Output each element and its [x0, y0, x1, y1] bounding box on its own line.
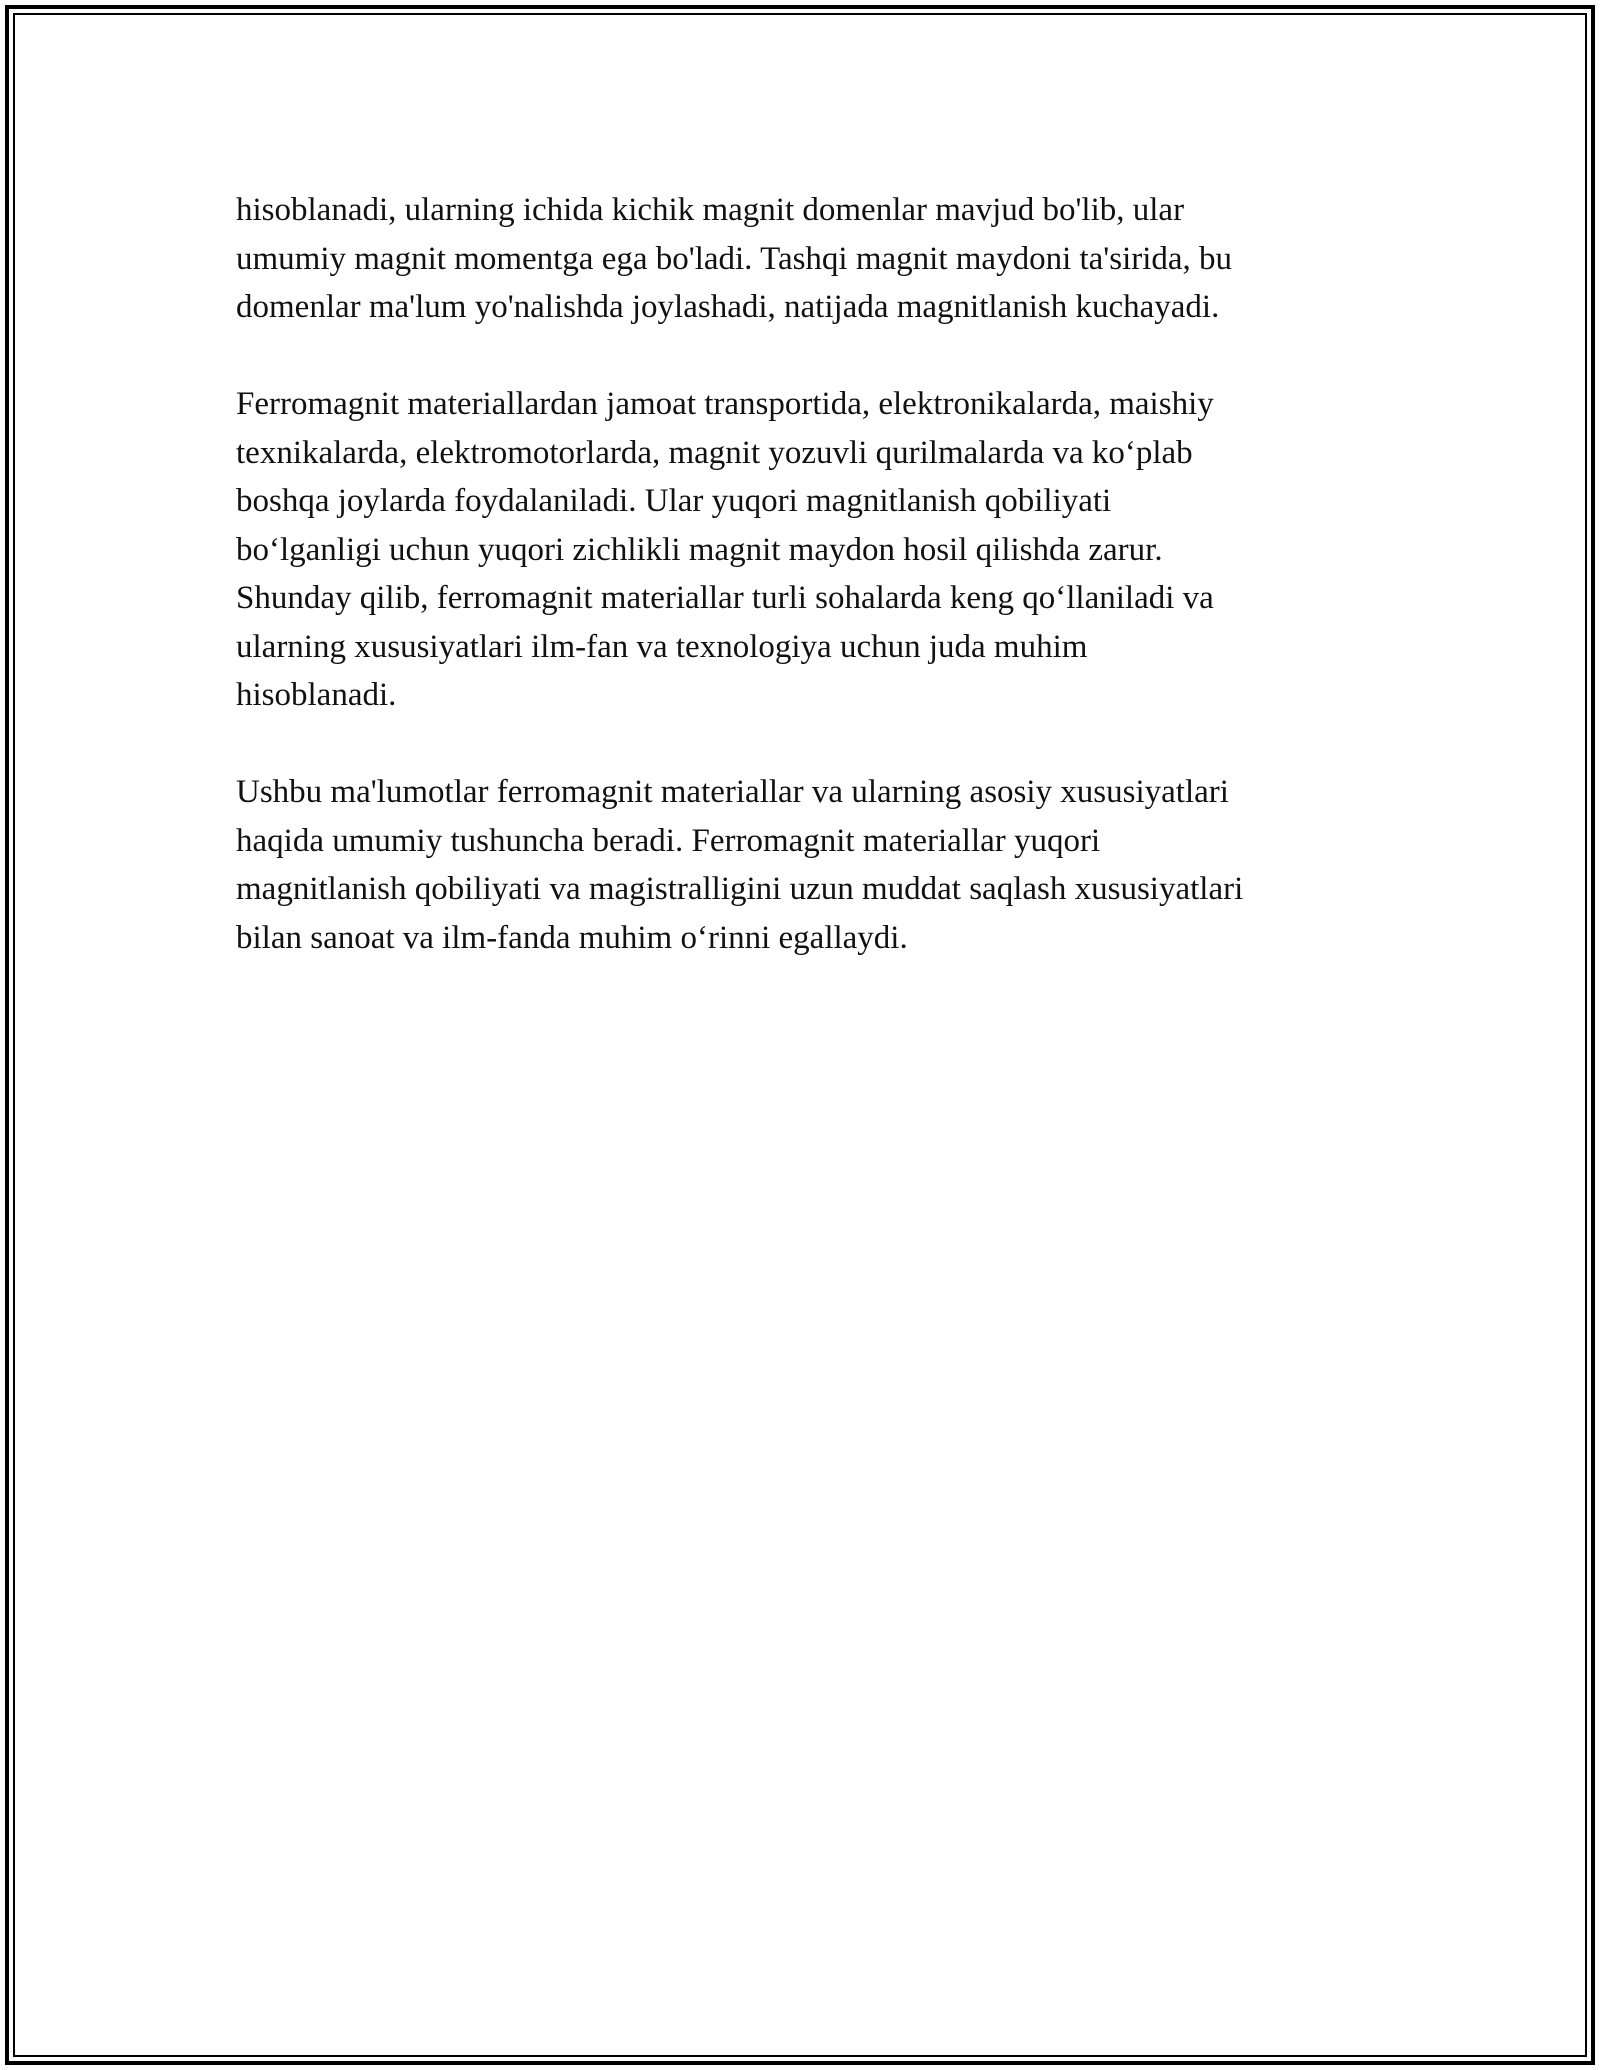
text-line: texnikalarda, elektromotorlarda, magnit yozuvli qurilmalarda va koʻplab	[236, 434, 1193, 471]
text-line: hisoblanadi.	[236, 677, 397, 713]
paragraph-applications	[236, 380, 1386, 720]
paragraph-summary	[236, 768, 1386, 962]
text-line: Ferromagnit materiallardan jamoat transportida, elektronikalarda, maishiy	[236, 386, 1214, 422]
text-line: ularning xususiyatlari ilm-fan va texnologiya uchun juda muhim	[236, 628, 1088, 665]
document-body	[236, 186, 1386, 1011]
text-line: bilan sanoat va ilm-fanda muhim oʻrinni egallaydi.	[236, 919, 908, 956]
text-line: hisoblanadi, ularning ichida kichik magnit domenlar mavjud bo'lib, ular	[236, 192, 1185, 228]
text-line: boʻlganligi uchun yuqori zichlikli magnit maydon hosil qilishda zarur.	[236, 531, 1163, 568]
text-line: umumiy magnit momentga ega bo'ladi. Tashqi magnit maydoni ta'sirida, bu	[236, 240, 1233, 277]
text-line: Ushbu ma'lumotlar ferromagnit materiallar va ularning asosiy xususiyatlari	[236, 774, 1229, 810]
paragraph-domains	[236, 186, 1386, 332]
text-line: Shunday qilib, ferromagnit materiallar turli sohalarda keng qoʻllaniladi va	[236, 580, 1214, 616]
text-line: domenlar ma'lum yo'nalishda joylashadi, natijada magnitlanish kuchayadi.	[236, 289, 1220, 325]
text-line: boshqa joylarda foydalaniladi. Ular yuqori magnitlanish qobiliyati	[236, 483, 1112, 519]
text-line: magnitlanish qobiliyati va magistralligini uzun muddat saqlash xususiyatlari	[236, 871, 1244, 907]
text-line: haqida umumiy tushuncha beradi. Ferromagnit materiallar yuqori	[236, 822, 1101, 859]
